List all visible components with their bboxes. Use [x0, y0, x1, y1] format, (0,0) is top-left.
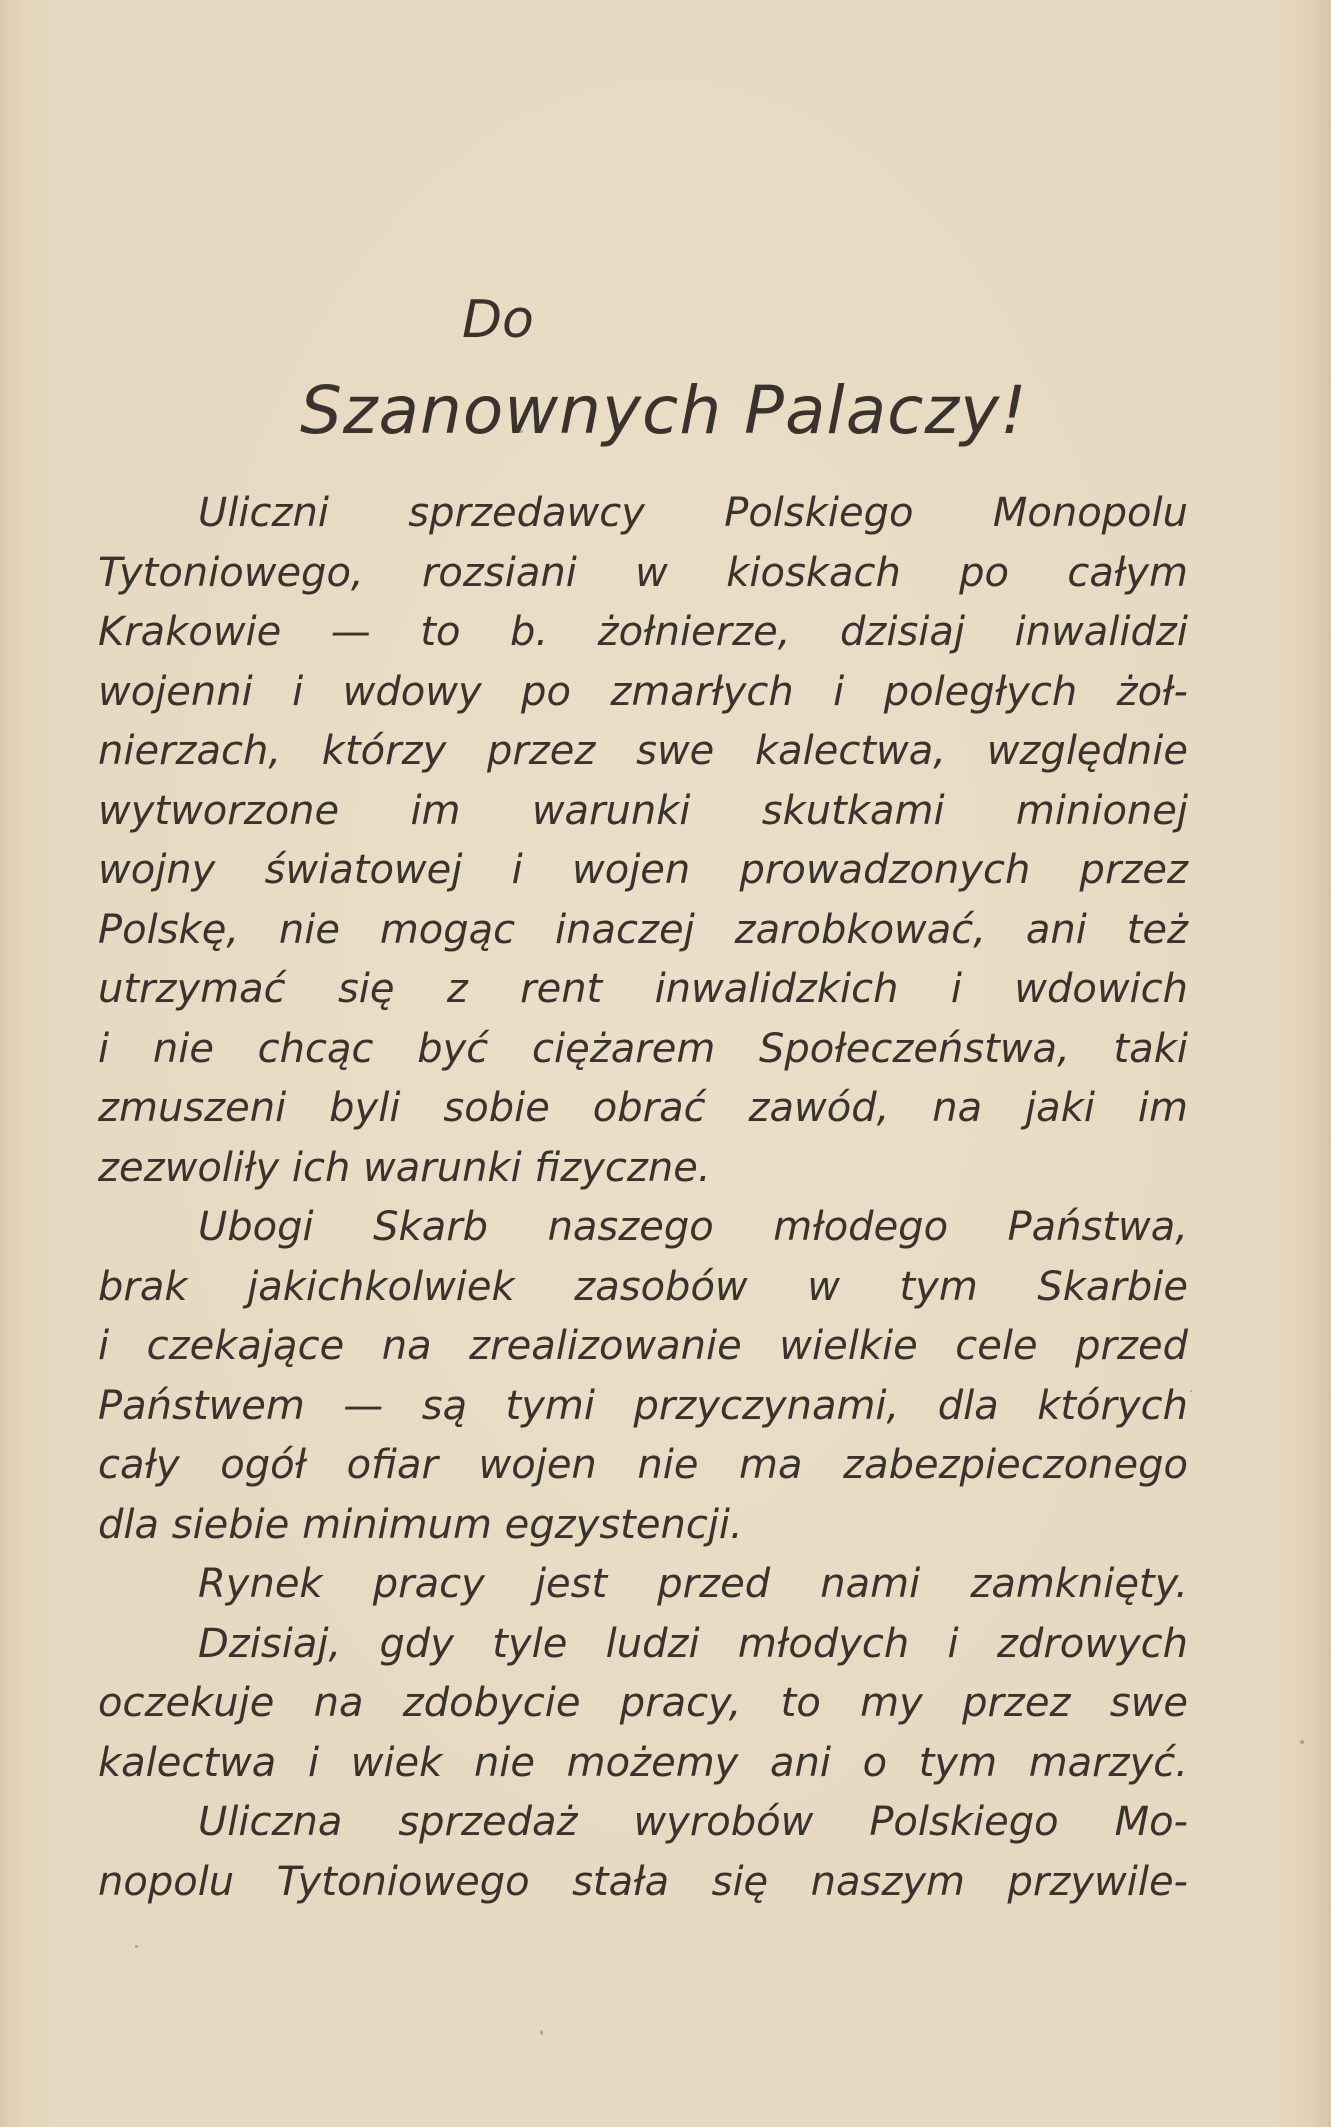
text-line: Ubogi Skarb naszego młodego Państwa, [198, 1204, 1188, 1250]
page-title: Szanownych Palaczy! [300, 372, 1028, 449]
text-line: nierzach, którzy przez swe kalectwa, względnie [98, 728, 1188, 774]
text-line: wojny światowej i wojen prowadzonych przez [98, 847, 1188, 893]
text-line: Polskę, nie mogąc inaczej zarobkować, ani też [98, 906, 1188, 953]
text-line: nopolu Tytoniowego stała się naszym przywile- [98, 1858, 1188, 1905]
text-line: Dzisiaj, gdy tyle ludzi młodych i zdrowych [198, 1620, 1188, 1667]
text-line: wytworzone im warunki skutkami minionej [98, 787, 1188, 834]
paper-speck [135, 1945, 138, 1948]
text-line: Uliczni sprzedawcy Polskiego Monopolu [198, 490, 1188, 536]
text-line: Krakowie — to b. żołnierze, dzisiaj inwalidzi [98, 609, 1188, 655]
text-line: wojenni i wdowy po zmarłych i poległych żoł- [98, 668, 1188, 715]
paper-speck [1190, 1390, 1192, 1392]
text-line: i czekające na zrealizowanie wielkie cele przed [98, 1323, 1188, 1369]
paper-speck [540, 2030, 543, 2035]
text-line: Państwem — są tymi przyczynami, dla których [98, 1382, 1188, 1429]
text-line: dla siebie minimum egzystencji. [98, 1501, 743, 1548]
text-line: i nie chcąc być ciężarem Społeczeństwa, taki [98, 1025, 1188, 1072]
text-line: utrzymać się z rent inwalidzkich i wdowich [98, 966, 1188, 1012]
paper-speck [520, 430, 523, 433]
text-line: cały ogół ofiar wojen nie ma zabezpieczonego [98, 1442, 1188, 1488]
text-line: zezwoliły ich warunki fizyczne. [98, 1144, 711, 1191]
paper-speck [1300, 1740, 1304, 1744]
text-line: Tytoniowego, rozsiani w kioskach po całym [98, 549, 1188, 596]
text-line: oczekuje na zdobycie pracy, to my przez swe [98, 1680, 1188, 1726]
heading-do: Do [462, 290, 534, 350]
text-line: kalectwa i wiek nie możemy ani o tym marzyć. [98, 1739, 1188, 1786]
text-line: zmuszeni byli sobie obrać zawód, na jaki im [98, 1085, 1188, 1131]
text-line: brak jakichkolwiek zasobów w tym Skarbie [98, 1263, 1188, 1310]
text-line: Uliczna sprzedaż wyrobów Polskiego Mo- [198, 1799, 1188, 1845]
text-line: Rynek pracy jest przed nami zamknięty. [198, 1561, 1188, 1607]
body-text [98, 484, 1188, 1912]
